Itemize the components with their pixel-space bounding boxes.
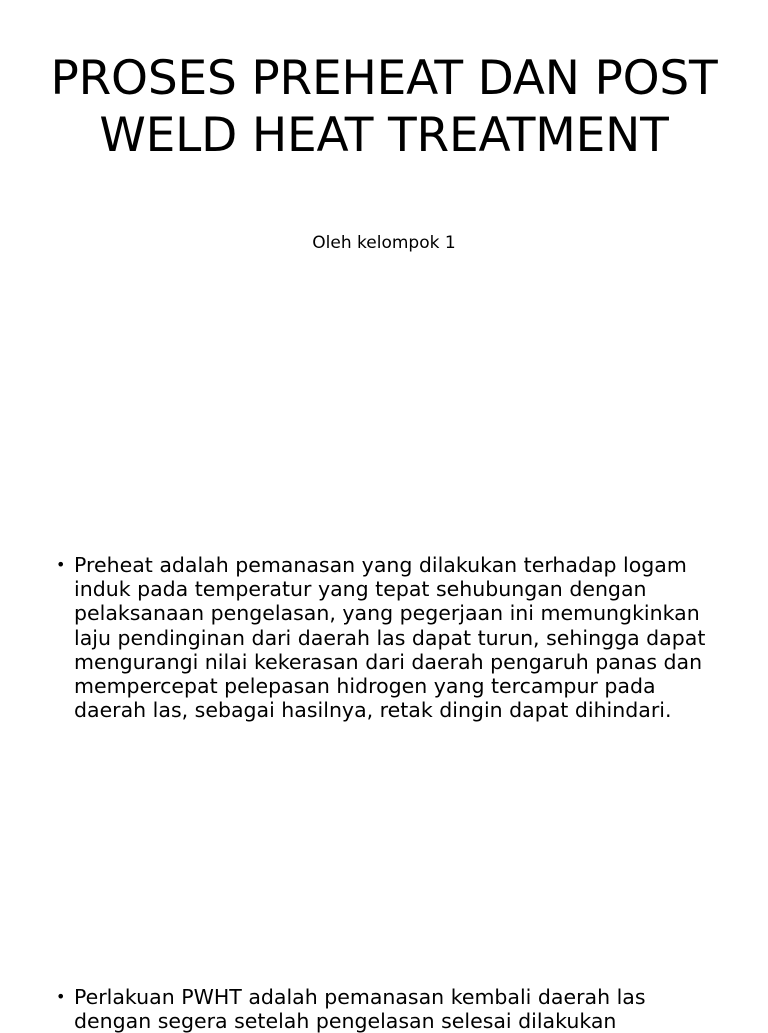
slide-title: PROSES PREHEAT DAN POST WELD HEAT TREATMENT (50, 51, 718, 163)
slide-subtitle: Oleh kelompok 1 (312, 233, 456, 253)
bullet-text: Perlakuan PWHT adalah pemanasan kembali daerah las dengan segera setelah pengelasan selesai dilakukan (74, 985, 646, 1033)
bullet-marker: • (56, 987, 66, 1006)
bullet-item-preheat (56, 553, 724, 722)
bullet-item-pwht (56, 985, 724, 1033)
bullet-marker: • (56, 555, 66, 574)
bullet-text: Preheat adalah pemanasan yang dilakukan terhadap logam induk pada temperatur yang tepat sehubungan dengan pelaksanaan pengelasan, yang pegerjaan ini memungkinkan laju pendinginan dari daerah las dapat turun, sehingga dapat mengurangi nilai kekerasan dari daerah pengaruh panas dan mempercepat pelepasan hidrogen yang tercampur pada daerah las, sebagai hasilnya, retak dingin dapat dihindari. (74, 553, 706, 723)
